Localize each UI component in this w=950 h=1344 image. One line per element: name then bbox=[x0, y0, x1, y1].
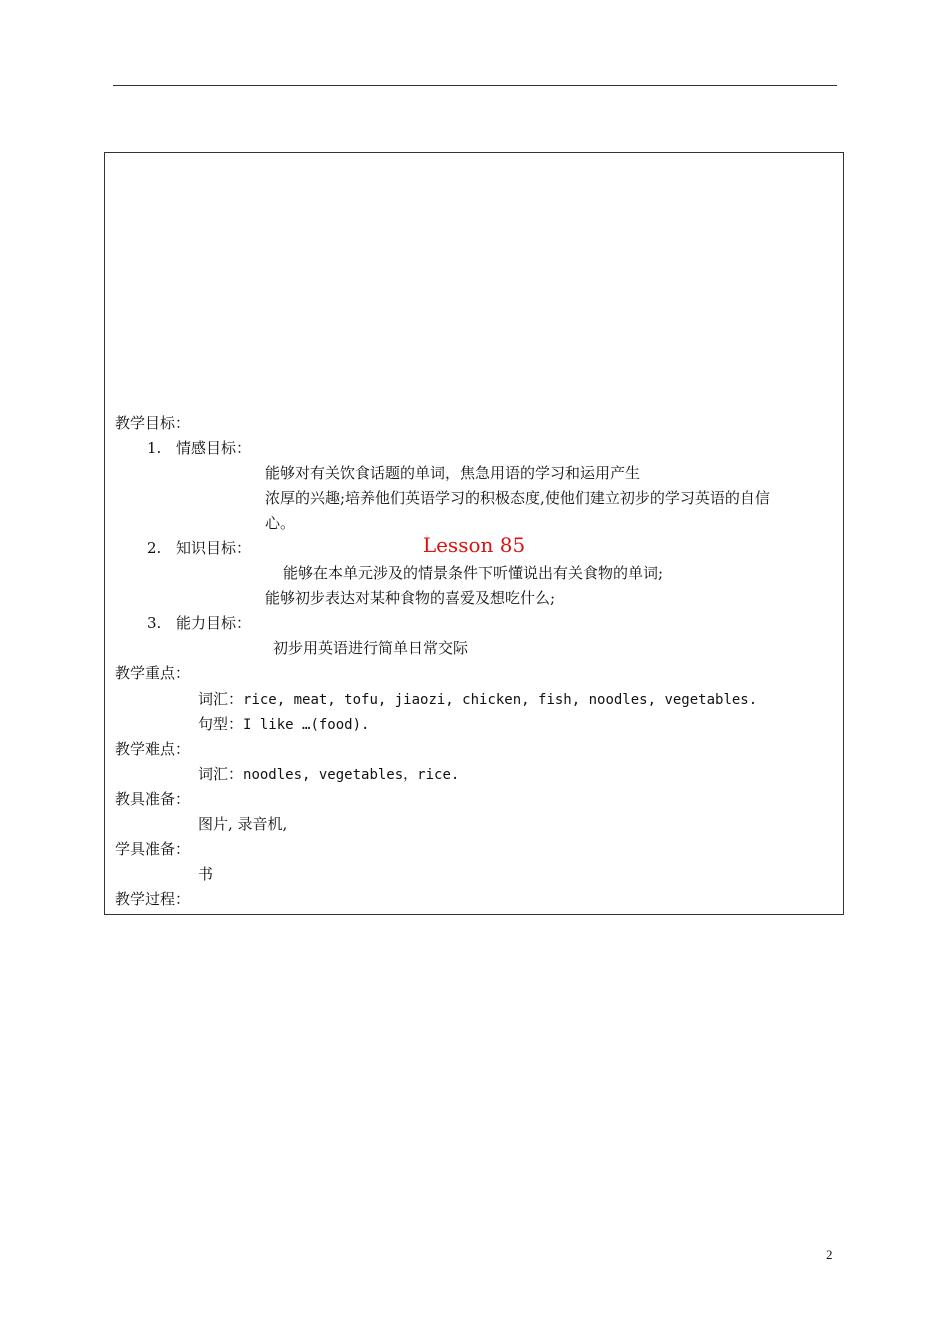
objective-1-line-2: 浓厚的兴趣;培养他们英语学习的积极态度,使他们建立初步的学习英语的自信 bbox=[265, 489, 770, 507]
objective-1-label: 情感目标： bbox=[176, 439, 252, 457]
objective-1-line-1: 能够对有关饮食话题的单词，焦急用语的学习和运用产生 bbox=[265, 464, 641, 482]
objective-1-line-3: 心。 bbox=[265, 514, 296, 532]
objective-2-label: 知识目标： bbox=[176, 539, 252, 557]
difficulties-vocab bbox=[198, 764, 459, 785]
objective-3-number: 3. bbox=[147, 614, 162, 632]
objective-2-line-2: 能够初步表达对某种食物的喜爱及想吃什么; bbox=[265, 589, 556, 607]
teaching-aids-items: 图片, 录音机, bbox=[198, 815, 288, 833]
objective-3-label: 能力目标： bbox=[176, 614, 252, 632]
process-heading: 教学过程： bbox=[115, 890, 191, 908]
lesson-plan-box bbox=[104, 152, 844, 915]
objective-2-line-1: 能够在本单元涉及的情景条件下听懂说出有关食物的单词; bbox=[283, 564, 664, 582]
student-aids-heading: 学具准备： bbox=[115, 840, 191, 858]
key-vocab-label: 词汇： bbox=[198, 690, 244, 708]
key-vocab-list: rice, meat, tofu, jiaozi, chicken, fish, noodles, vegetables. bbox=[243, 692, 758, 708]
objective-1-number: 1. bbox=[147, 439, 162, 457]
objective-2-number: 2. bbox=[147, 539, 162, 557]
key-sentence-pattern: I like …(food). bbox=[243, 717, 370, 733]
key-points-sentence bbox=[198, 714, 369, 735]
key-points-heading: 教学重点： bbox=[115, 664, 191, 682]
header-rule bbox=[113, 85, 837, 86]
difficulties-heading: 教学难点： bbox=[115, 740, 191, 758]
teaching-aids-heading: 教具准备： bbox=[115, 790, 191, 808]
objectives-heading: 教学目标： bbox=[115, 414, 191, 432]
page-number: 2 bbox=[826, 1247, 833, 1262]
difficulty-vocab-list: noodles, vegetables，rice. bbox=[243, 767, 460, 783]
lesson-title: Lesson 85 bbox=[422, 533, 526, 557]
difficulty-vocab-label: 词汇： bbox=[198, 765, 244, 783]
key-points-vocab bbox=[198, 689, 757, 710]
student-aids-items: 书 bbox=[198, 865, 214, 883]
key-sentence-label: 句型： bbox=[198, 715, 244, 733]
objective-3-line-1: 初步用英语进行简单日常交际 bbox=[273, 639, 469, 657]
